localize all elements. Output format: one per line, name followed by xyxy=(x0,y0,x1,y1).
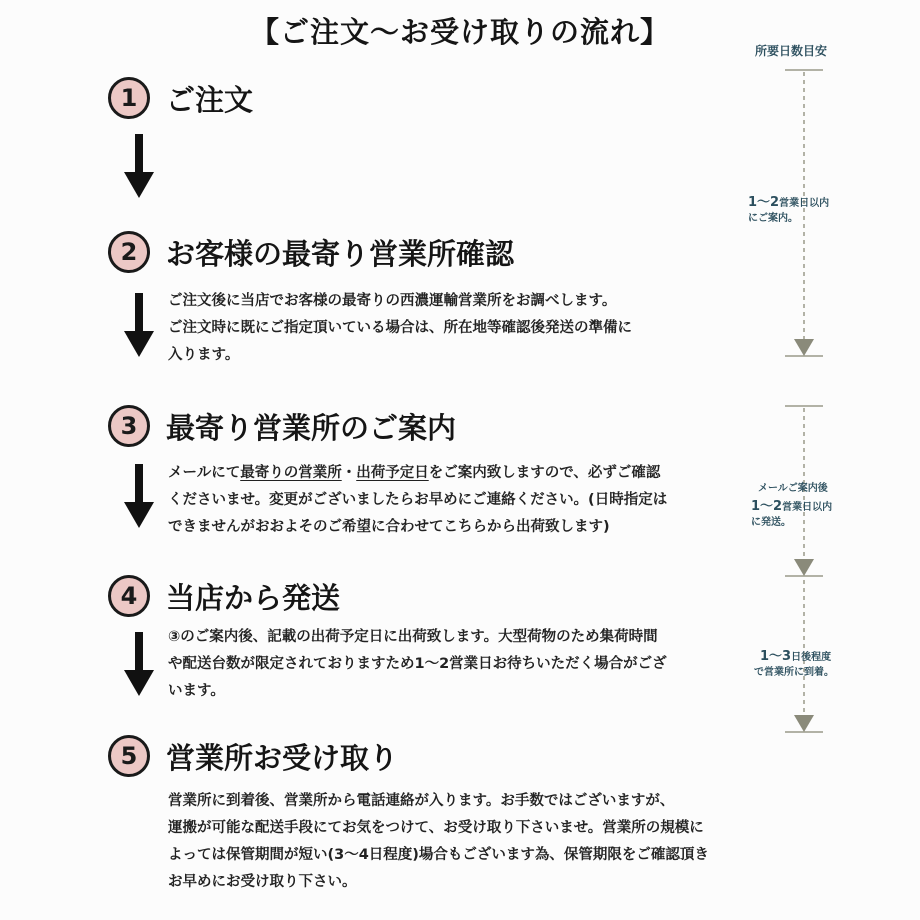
timeline-seg-2-unit: 営業日以内 xyxy=(782,502,833,513)
timeline-seg-1-label xyxy=(748,196,829,226)
step-2-line: 入ります。 xyxy=(168,347,240,363)
step-5-line: 運搬が可能な配送手段にてお気をつけて、お受け取り下さいませ。営業所の規模に xyxy=(168,820,704,836)
step-4-line: ③のご案内後、記載の出荷予定日に出荷致します。大型荷物のため集荷時間 xyxy=(168,629,658,645)
step-3-text: メールにて xyxy=(168,465,241,481)
separator-dot: ・ xyxy=(341,465,357,481)
step-4-title: 当店から発送 xyxy=(166,580,341,615)
step-3-line: できませんがおおよそのご希望に合わせてこちらから出荷致します) xyxy=(168,519,610,535)
step-1-title: ご注文 xyxy=(166,82,254,117)
step-2-line: ご注文時に既にご指定頂いている場合は、所在地等確認後発送の準備に xyxy=(168,320,632,336)
step-2-line: ご注文後に当店でお客様の最寄りの西濃運輸営業所をお調べします。 xyxy=(168,293,617,309)
step-5-line: お早めにお受け取り下さい。 xyxy=(168,874,357,890)
timeline-seg-3-num: 1〜3 xyxy=(760,649,792,664)
page-title: 【ご注文〜お受け取りの流れ】 xyxy=(249,15,670,49)
step-5-number: 5 xyxy=(108,735,150,777)
timeline-seg-1-num: 1〜2 xyxy=(748,195,780,210)
timeline-seg-2-pre: メールご案内後 xyxy=(758,483,828,494)
timeline-seg-2-label xyxy=(751,500,832,530)
timeline-seg-1-unit: 営業日以内 xyxy=(779,198,830,209)
step-3-title: 最寄り営業所のご案内 xyxy=(166,410,457,445)
timeline-seg-3-unit: 日後程度 xyxy=(791,652,832,663)
step-3-text: をご案内致しますので、必ずご確認 xyxy=(428,465,661,481)
step-5-line: よっては保管期間が短い(3〜4日程度)場合もございます為、保管期限をご確認頂き xyxy=(168,847,709,863)
timeline-seg-2-line2: に発送。 xyxy=(751,517,791,528)
timeline-header: 所要日数目安 xyxy=(755,44,828,58)
timeline-seg-3-label xyxy=(754,649,834,680)
step-3-number: 3 xyxy=(108,405,150,447)
step-1-number: 1 xyxy=(108,77,150,119)
timeline-seg-2-num: 1〜2 xyxy=(751,499,783,514)
timeline-seg-1-line2: にご案内。 xyxy=(748,213,798,224)
step-4-line: や配送台数が限定されておりますため1〜2営業日お待ちいただく場合がござ xyxy=(168,656,667,672)
nearest-office-text: 最寄りの営業所 xyxy=(240,465,342,481)
step-5-line: 営業所に到着後、営業所から電話連絡が入ります。お手数ではございますが、 xyxy=(168,793,675,809)
timeline-seg-3-line2: で営業所に到着。 xyxy=(754,667,834,678)
step-4-number: 4 xyxy=(108,575,150,617)
step-3-line: くださいませ。変更がございましたらお早めにご連絡ください。(日時指定は xyxy=(168,492,668,508)
ship-date-text: 出荷予定日 xyxy=(356,465,429,481)
step-4-line: います。 xyxy=(168,683,225,699)
step-5-title: 営業所お受け取り xyxy=(166,740,399,775)
step-2-title: お客様の最寄り営業所確認 xyxy=(166,236,515,271)
step-2-number: 2 xyxy=(108,231,150,273)
